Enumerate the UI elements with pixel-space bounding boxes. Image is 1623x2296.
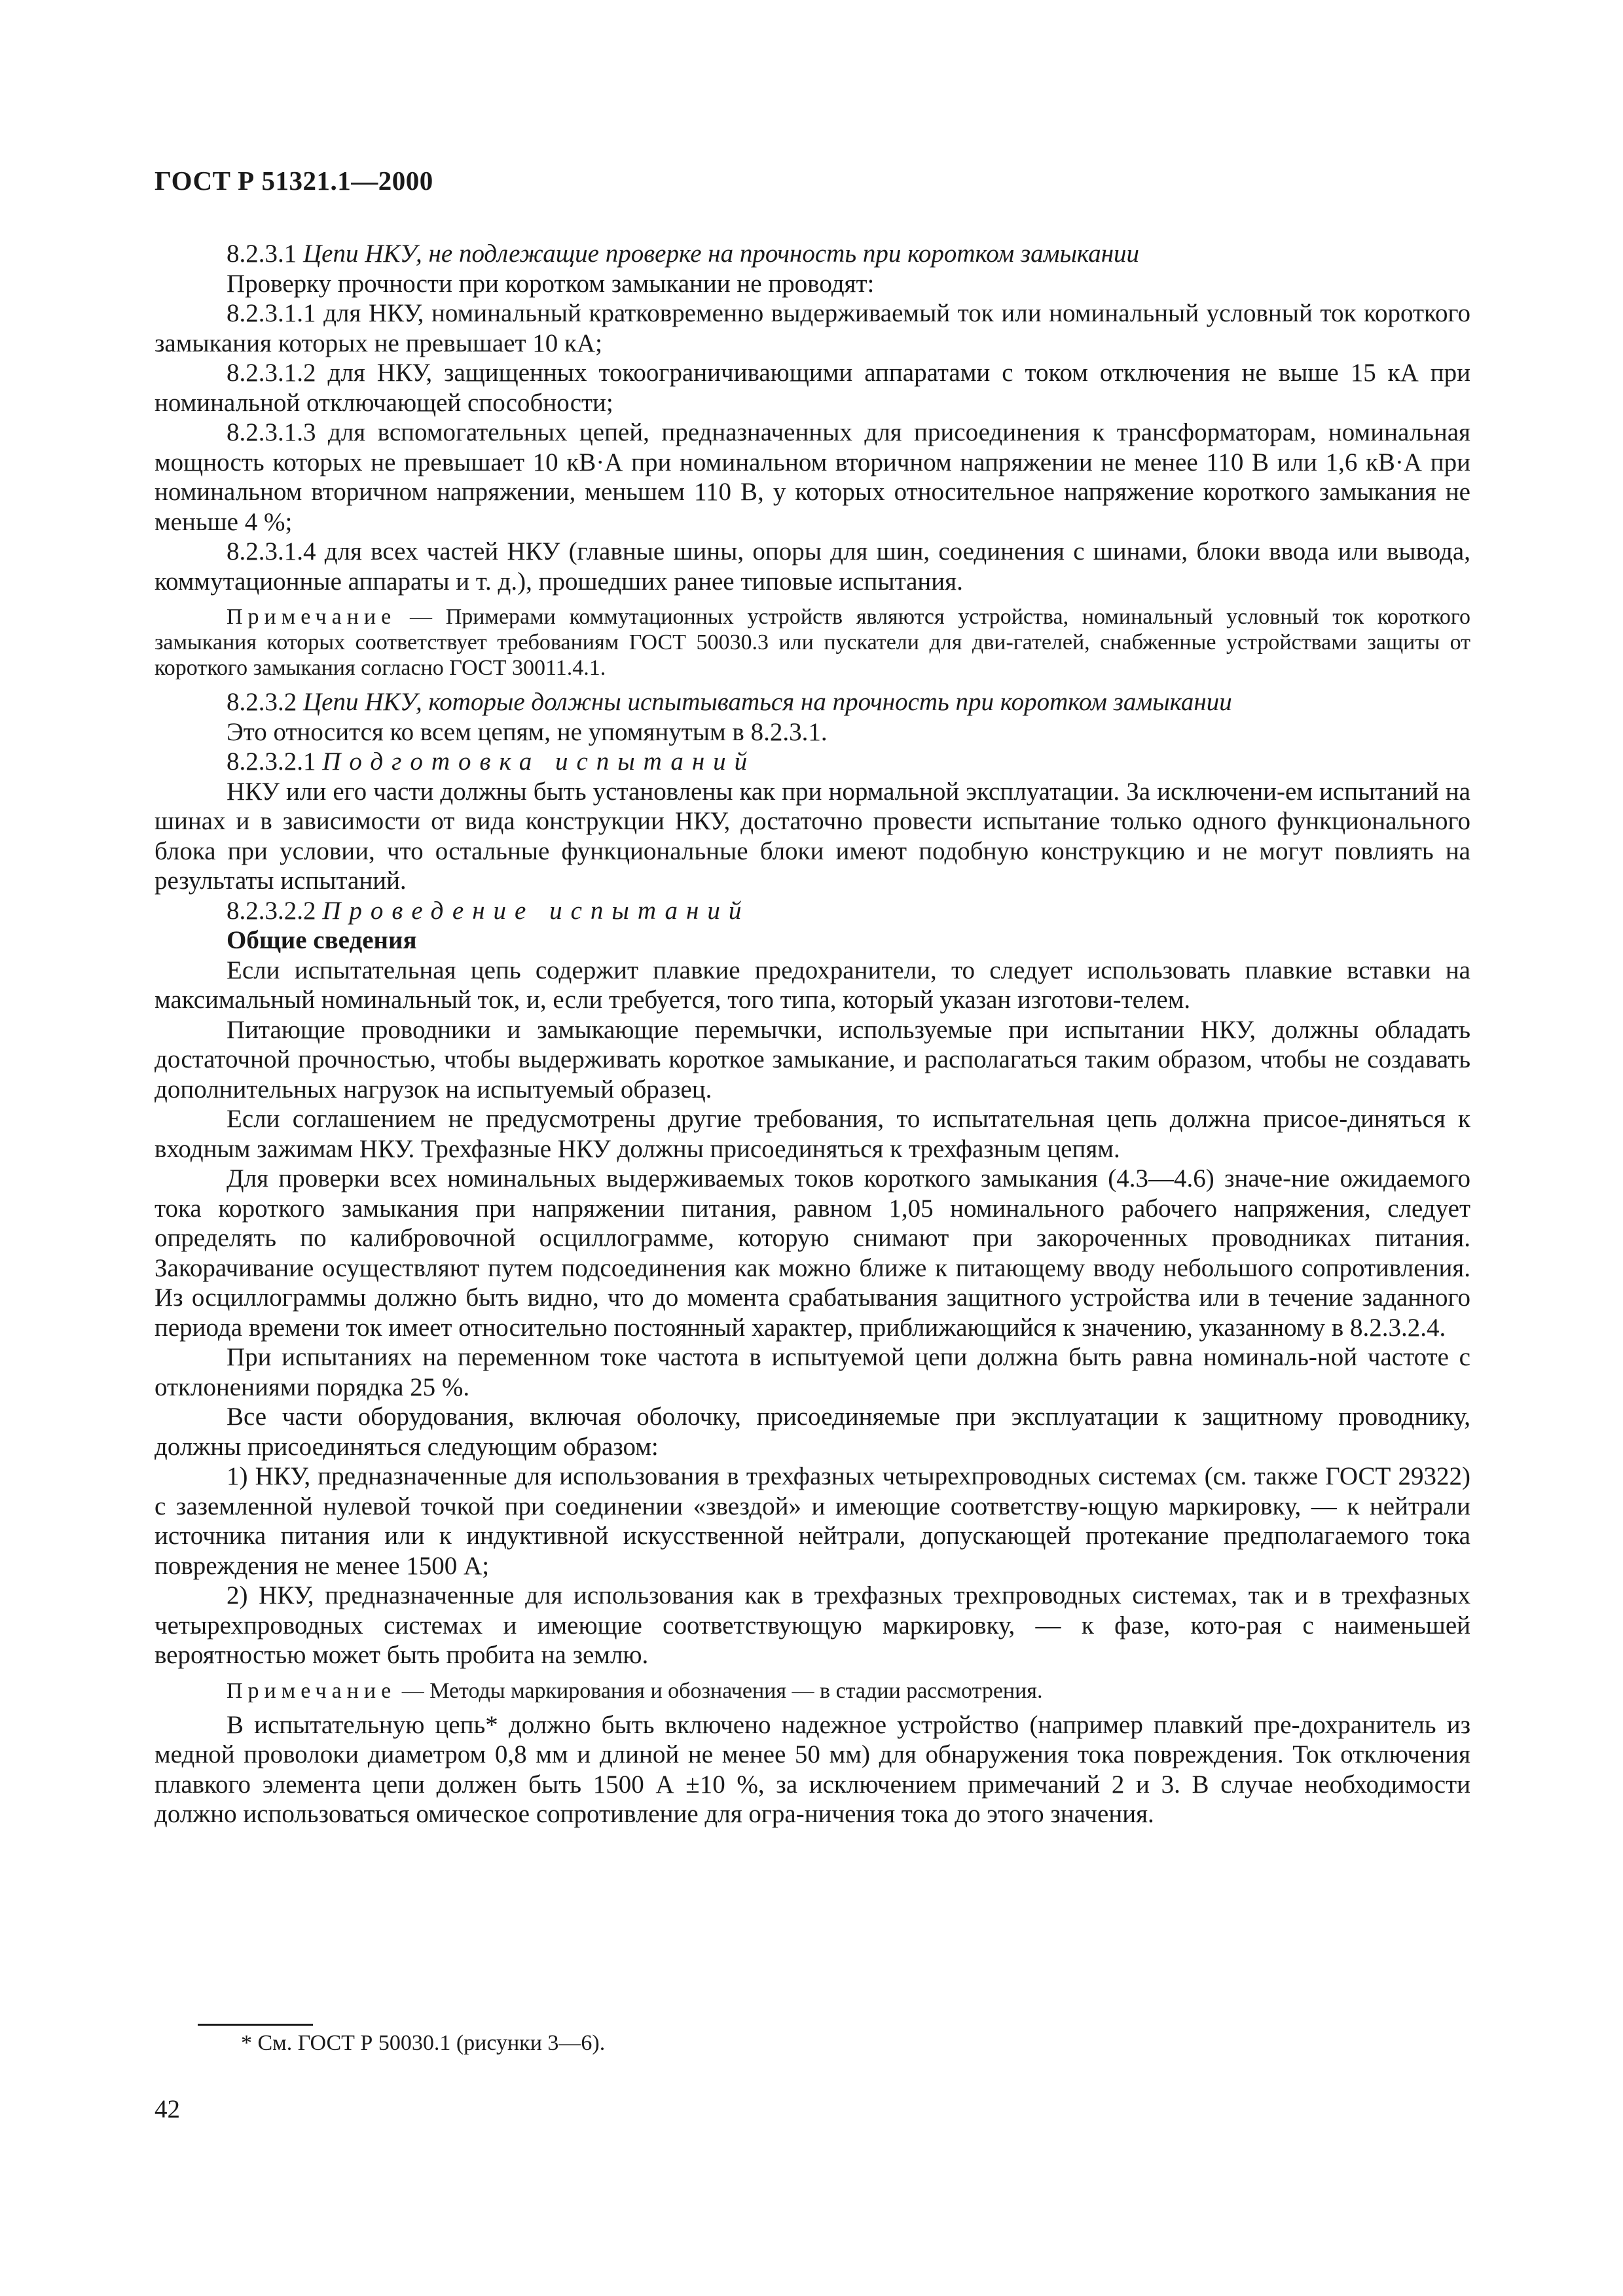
paragraph: 8.2.3.1.4 для всех частей НКУ (главные шины, опоры для шин, соединения с шинами, блоки ввода или вывода, коммутационные аппараты и т. д.), прошедших ранее типовые испытания. [155,537,1470,596]
note-label: Примечание [227,1678,397,1703]
footnote: * См. ГОСТ Р 50030.1 (рисунки 3—6). [241,2031,606,2055]
paragraph: Проверку прочности при коротком замыкании не проводят: [227,269,875,298]
clause-number: 8.2.3.2.2 [227,896,316,925]
paragraph: НКУ или его части должны быть установлены как при нормальной эксплуатации. За исключени-ем испытаний на шинах и в зависимости от вида конструкции НКУ, достаточно провести испытание только одного функционального блока при условии, что остальные функциональные блоки имеют подобную конструкцию и не могут повлиять на результаты испытаний. [155,777,1470,895]
section-8-2-3-2 [155,687,1470,717]
note-text: — Методы маркирования и обозначения — в стадии рассмотрения. [396,1678,1043,1703]
clause-title: Проведение испытаний [322,896,750,925]
section-8-2-3-1 [155,239,1470,269]
paragraph: 8.2.3.1.1 для НКУ, номинальный кратковременно выдерживаемый ток или номинальный условный ток короткого замыкания которых не превышает 10 кА; [155,299,1470,357]
clause-number: 8.2.3.1 [227,240,297,268]
note-2 [155,1678,1470,1704]
clause-title: Цепи НКУ, не подлежащие проверке на прочность при коротком замыкании [303,240,1140,268]
footnote-divider [198,2024,313,2026]
note-label: Примечание [227,605,397,629]
subheading: Общие сведения [227,926,417,954]
clause-number: 8.2.3.2 [227,688,297,716]
paragraph: Для проверки всех номинальных выдерживаемых токов короткого замыкания (4.3—4.6) значе-ние ожидаемого тока короткого замыкания при напряжении питания, равном 1,05 номинального рабочего напряжения, следует определять по калибровочной осциллограмме, которую снимают при закороченных проводниках питания. Закорачивание осуществляют путем подсоединения как можно ближе к питающему вводу небольшого сопротивления. Из осциллограммы должно быть видно, что до момента срабатывания защитного устройства или в течение заданного периода времени ток имеет относительно постоянный характер, приближающийся к значению, указанному в 8.2.3.2.4. [155,1164,1470,1342]
paragraph: Все части оборудования, включая оболочку, присоединяемые при эксплуатации к защитному проводнику, должны присоединяться следующим образом: [155,1403,1470,1461]
paragraph: Это относится ко всем цепям, не упомянутым в 8.2.3.1. [227,717,828,746]
list-item: 1) НКУ, предназначенные для использования в трехфазных четырехпроводных системах (см. также ГОСТ 29322) с заземленной нулевой точкой при соединении «звездой» и имеющие соответству-ющую маркировку, — к нейтрали источника питания или к индуктивной искусственной нейтрали, допускающей протекание предполагаемого тока повреждения не менее 1500 А; [155,1462,1470,1580]
clause-title: Цепи НКУ, которые должны испытываться на прочность при коротком замыкании [303,688,1232,716]
page-number: 42 [155,2095,180,2123]
note-text: — Примерами коммутационных устройств являются устройства, номинальный условный ток короткого замыкания которых соответствует требованиям ГОСТ 50030.3 или пускатели для дви-гателей, снабженные устройствами защиты от короткого замыкания согласно ГОСТ 30011.4.1. [155,605,1470,680]
paragraph: 8.2.3.1.2 для НКУ, защищенных токоограничивающими аппаратами с током отключения не выше 15 кА при номинальной отключающей способности; [155,359,1470,417]
note-1 [155,604,1470,681]
section-8-2-3-2-1 [155,747,1470,777]
paragraph: Если соглашением не предусмотрены другие требования, то испытательная цепь должна присое-диняться к входным зажимам НКУ. Трехфазные НКУ должны присоединяться к трехфазным цепям. [155,1105,1470,1163]
page-header: ГОСТ Р 51321.1—2000 [155,166,433,196]
paragraph: В испытательную цепь* должно быть включено надежное устройство (например плавкий пре-дохранитель из медной проволоки диаметром 0,8 мм и длиной не менее 50 мм) для обнаружения тока повреждения. Ток отключения плавкого элемента цепи должен быть 1500 А ±10 %, за исключением примечаний 2 и 3. В случае необходимости должно использоваться омическое сопротивление для огра-ничения тока до этого значения. [155,1710,1470,1828]
clause-number: 8.2.3.2.1 [227,747,316,776]
document-body [155,239,1470,1829]
list-item: 2) НКУ, предназначенные для использования как в трехфазных трехпроводных системах, так и в трехфазных четырехпроводных системах и имеющие соответствующую маркировку, — к фазе, кото-рая с наименьшей вероятностью может быть пробита на землю. [155,1581,1470,1669]
paragraph: 8.2.3.1.3 для вспомогательных цепей, предназначенных для присоединения к трансформаторам, номинальная мощность которых не превышает 10 кВ·А при номинальном вторичном напряжении не менее 110 В или 1,6 кВ·А при номинальном вторичном напряжении, меньшем 110 В, у которых относительное напряжение короткого замыкания не меньше 4 %; [155,418,1470,536]
paragraph: При испытаниях на переменном токе частота в испытуемой цепи должна быть равна номиналь-ной частоте с отклонениями порядка 25 %. [155,1343,1470,1401]
clause-title: Подготовка испытаний [322,747,756,776]
paragraph: Если испытательная цепь содержит плавкие предохранители, то следует использовать плавкие вставки на максимальный номинальный ток, и, если требуется, того типа, который указан изготови-телем. [155,956,1470,1014]
paragraph: Питающие проводники и замыкающие перемычки, используемые при испытании НКУ, должны обладать достаточной прочностью, чтобы выдерживать короткое замыкание, и располагаться таким образом, чтобы не создавать дополнительных нагрузок на испытуемый образец. [155,1015,1470,1103]
section-8-2-3-2-2 [155,896,1470,926]
